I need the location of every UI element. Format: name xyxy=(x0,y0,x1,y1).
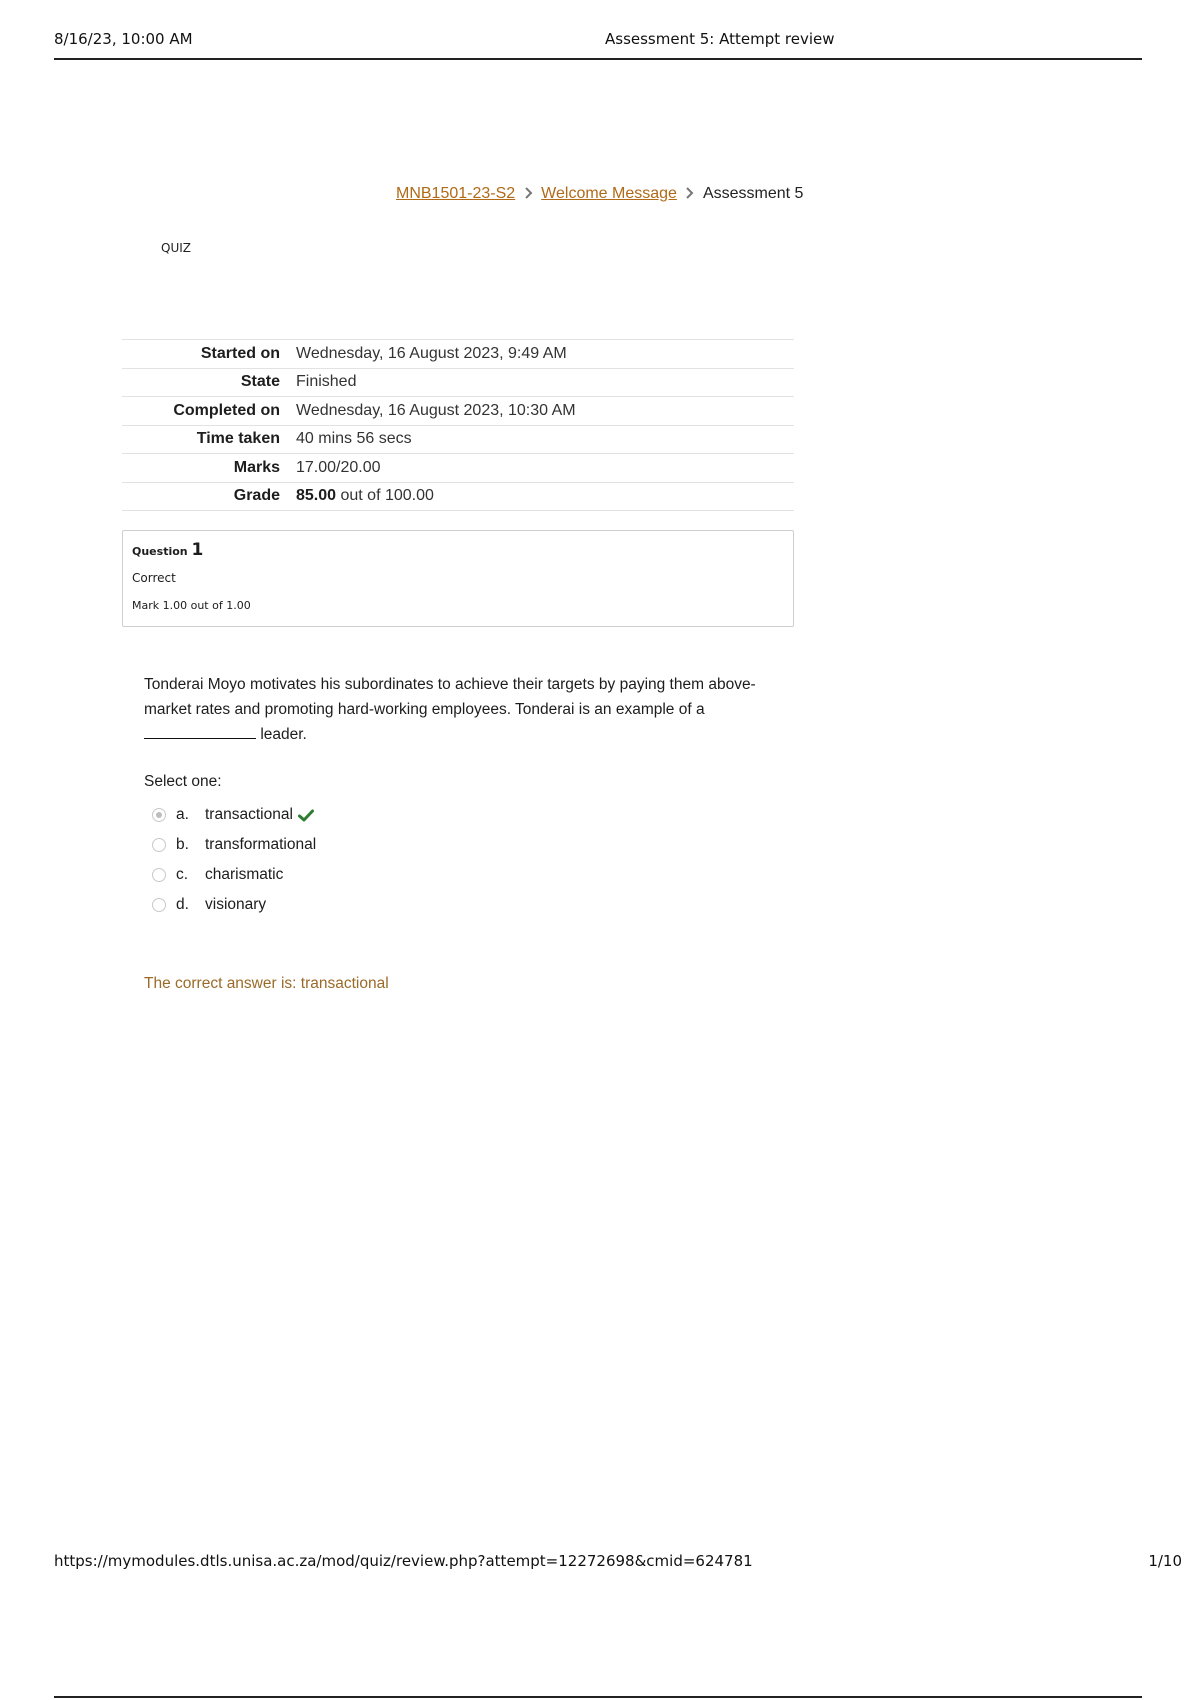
chevron-right-icon xyxy=(677,186,703,202)
breadcrumb-link-course[interactable]: MNB1501-23-S2 xyxy=(396,185,516,202)
question-text-after: leader. xyxy=(260,726,307,743)
option-letter: d. xyxy=(176,896,189,913)
summary-value: Wednesday, 16 August 2023, 9:49 AM xyxy=(296,344,567,362)
option-label: charismatic xyxy=(205,866,284,883)
option-label: transformational xyxy=(205,836,317,853)
question-mark: Mark 1.00 out of 1.00 xyxy=(132,599,251,612)
summary-label: Time taken xyxy=(196,430,280,448)
print-date: 8/16/23, 10:00 AM xyxy=(54,30,193,48)
summary-value: Finished xyxy=(296,373,357,391)
attempt-summary-table xyxy=(122,339,794,511)
summary-label: Started on xyxy=(200,344,280,362)
activity-type-label: QUIZ xyxy=(161,241,191,255)
question-number xyxy=(132,540,203,560)
breadcrumb-link-welcome-message[interactable]: Welcome Message xyxy=(541,185,677,202)
question-state: Correct xyxy=(132,571,176,585)
question-number-value: 1 xyxy=(191,540,204,560)
grade-out-of: out of 100.00 xyxy=(336,487,434,505)
question-info-box xyxy=(122,530,794,627)
summary-label: Grade xyxy=(233,487,280,505)
correct-check-icon xyxy=(298,809,314,822)
radio-button[interactable] xyxy=(152,898,166,912)
question-text-before: Tonderai Moyo motivates his subordinates to achieve their targets by paying them above-market rates and promoting hard-working employees. Tonderai is an example of a xyxy=(144,676,756,718)
answer-option-c[interactable] xyxy=(152,860,316,890)
summary-label: State xyxy=(240,373,280,391)
option-label: visionary xyxy=(205,896,267,913)
summary-value: Wednesday, 16 August 2023, 10:30 AM xyxy=(296,401,576,419)
summary-row-completed-on xyxy=(122,397,794,426)
radio-button-selected[interactable] xyxy=(152,808,166,822)
summary-value: 17.00/20.00 xyxy=(296,458,381,476)
option-letter: a. xyxy=(176,806,189,823)
summary-row-time-taken xyxy=(122,425,794,454)
question-text xyxy=(144,672,784,747)
option-label: transactional xyxy=(205,806,293,823)
select-one-prompt: Select one: xyxy=(144,773,222,790)
breadcrumb-current: Assessment 5 xyxy=(702,185,804,202)
page-bottom-rule xyxy=(54,1696,1142,1698)
answer-blank xyxy=(144,724,256,739)
radio-button[interactable] xyxy=(152,838,166,852)
summary-row-state xyxy=(122,368,794,397)
page-url: https://mymodules.dtls.unisa.ac.za/mod/quiz/review.php?attempt=12272698&cmid=624781 xyxy=(54,1552,753,1570)
print-footer xyxy=(54,1552,1182,1570)
breadcrumb xyxy=(396,185,803,203)
summary-value: 40 mins 56 secs xyxy=(296,430,412,448)
option-letter: c. xyxy=(176,866,189,883)
summary-label: Completed on xyxy=(173,401,280,419)
answer-option-d[interactable] xyxy=(152,890,316,920)
answer-options xyxy=(152,800,316,920)
option-letter: b. xyxy=(176,836,189,853)
summary-label: Marks xyxy=(233,458,280,476)
answer-option-a[interactable] xyxy=(152,800,316,830)
print-document-title: Assessment 5: Attempt review xyxy=(605,30,835,48)
summary-row-started-on xyxy=(122,340,794,369)
print-header xyxy=(54,26,1142,60)
correct-answer-feedback: The correct answer is: transactional xyxy=(144,975,389,992)
radio-button[interactable] xyxy=(152,868,166,882)
summary-value xyxy=(288,482,794,511)
chevron-right-icon xyxy=(515,186,541,202)
page-number: 1/10 xyxy=(1148,1552,1182,1570)
grade-score: 85.00 xyxy=(296,487,337,505)
summary-row-marks xyxy=(122,454,794,483)
answer-option-b[interactable] xyxy=(152,830,316,860)
summary-row-grade xyxy=(122,482,794,511)
question-label: Question xyxy=(132,545,188,558)
